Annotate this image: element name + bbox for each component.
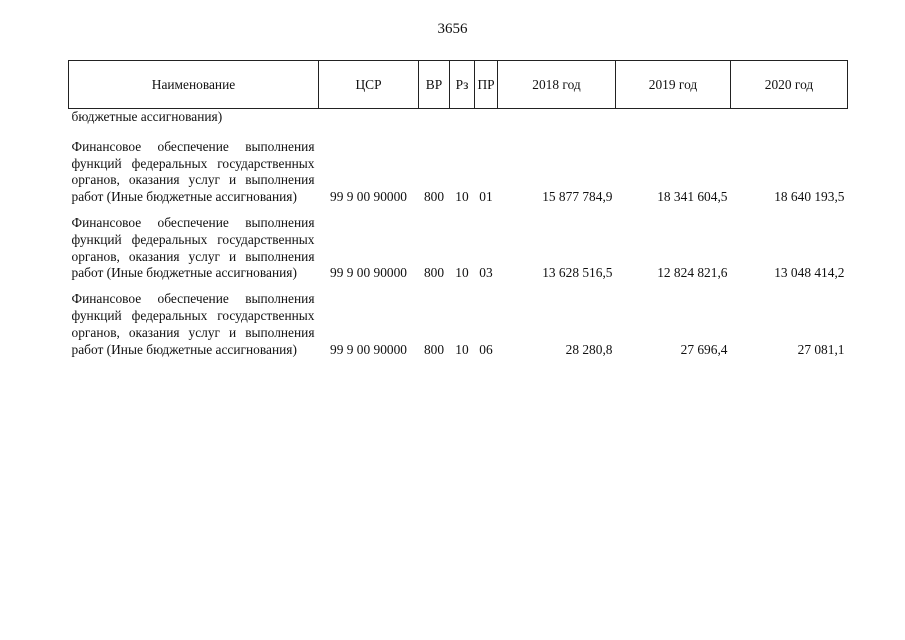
table-row [69, 282, 848, 358]
header-year-2019: 2019 год [616, 61, 731, 109]
header-rz: Рз [450, 61, 475, 109]
row-2020: 27 081,1 [797, 341, 845, 357]
row-2018: 13 628 516,5 [542, 265, 613, 281]
header-vr: ВР [419, 61, 450, 109]
row-2019: 27 696,4 [680, 341, 728, 357]
row-name: Финансовое обеспечение выполнения функций федеральных государственных органов, оказания услуг и выполнения работ (Иные бюджетные ассигнования) [71, 291, 315, 357]
row-pr: 03 [479, 265, 493, 281]
row-pr: 06 [479, 341, 493, 357]
header-csr: ЦСР [319, 61, 419, 109]
row-2020: 13 048 414,2 [774, 265, 845, 281]
row-csr: 99 9 00 90000 [330, 341, 407, 357]
table-body [69, 109, 848, 359]
page-number: 3656 [437, 21, 468, 37]
row-rz: 10 [455, 341, 469, 357]
row-name: Финансовое обеспечение выполнения функций федеральных государственных органов, оказания услуг и выполнения работ (Иные бюджетные ассигнования) [71, 214, 315, 281]
row-vr: 800 [423, 189, 445, 205]
row-name: Финансовое обеспечение выполнения функций федеральных государственных органов, оказания услуг и выполнения работ (Иные бюджетные ассигнования) [71, 138, 315, 205]
row-csr: 99 9 00 90000 [330, 189, 407, 205]
row-2019: 18 341 604,5 [657, 189, 728, 205]
row-rz: 10 [455, 265, 469, 281]
row-rz: 10 [455, 189, 469, 205]
row-2018: 28 280,8 [565, 341, 613, 357]
row-vr: 800 [423, 341, 445, 357]
table-header [69, 61, 848, 109]
header-year-2018: 2018 год [498, 61, 616, 109]
row-vr: 800 [423, 265, 445, 281]
row-csr: 99 9 00 90000 [330, 265, 407, 281]
table-row [69, 206, 848, 282]
table-row [69, 130, 848, 206]
header-name: Наименование [69, 61, 319, 109]
row-2018: 15 877 784,9 [542, 189, 613, 205]
continuation-row [69, 109, 848, 130]
continuation-text: бюджетные ассигнования) [71, 109, 223, 124]
row-2019: 12 824 821,6 [657, 265, 728, 281]
header-year-2020: 2020 год [731, 61, 848, 109]
row-pr: 01 [479, 189, 493, 205]
row-2020: 18 640 193,5 [774, 189, 845, 205]
header-pr: ПР [475, 61, 498, 109]
budget-table [68, 60, 848, 358]
